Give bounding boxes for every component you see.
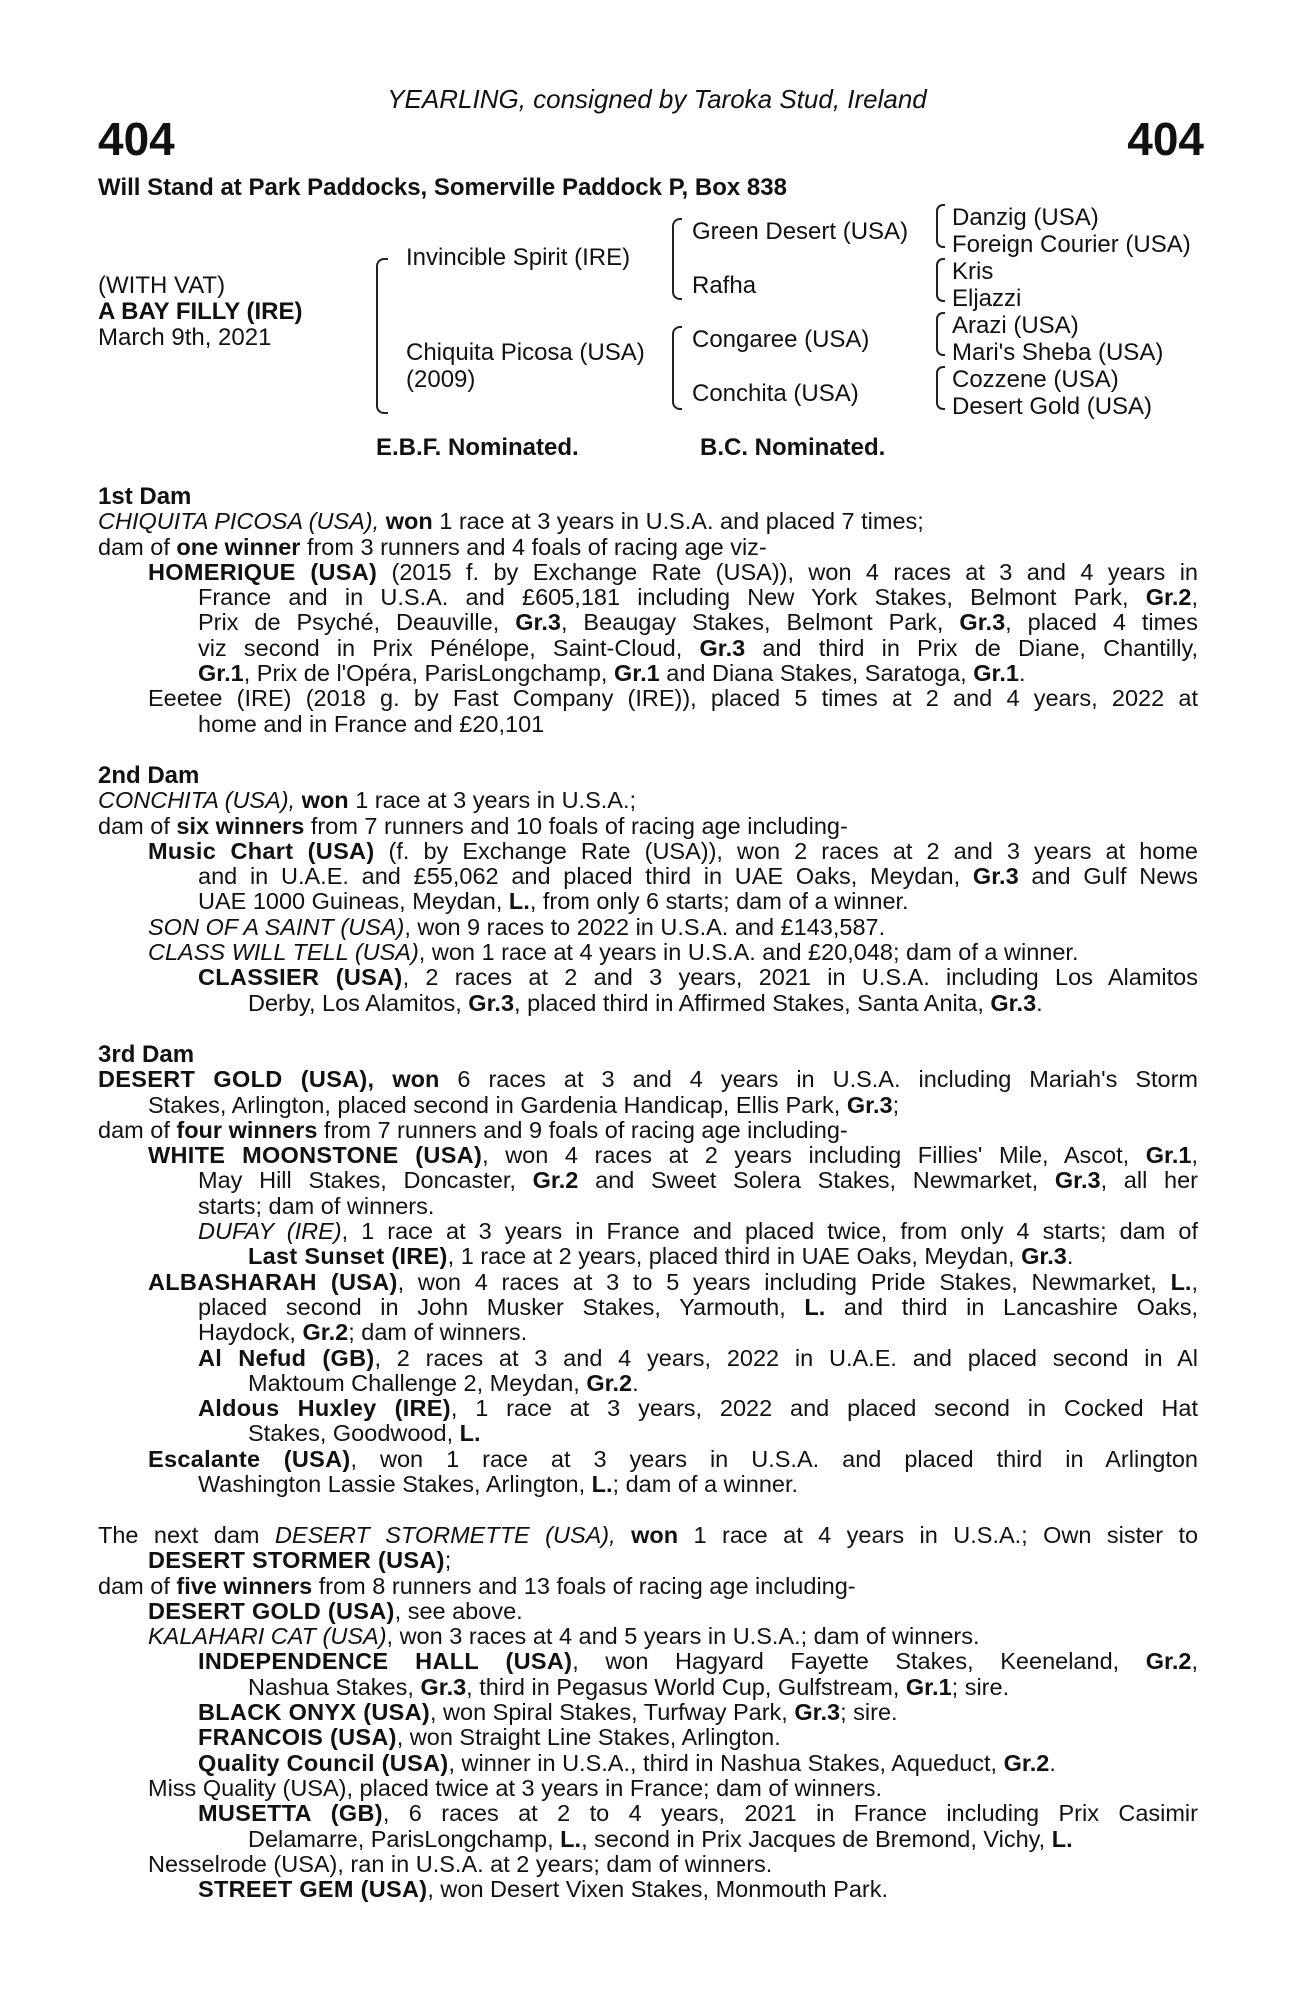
won-label: won	[301, 787, 349, 814]
progeny-name: INDEPENDENCE HALL (USA)	[198, 1648, 573, 1675]
won-label: won	[392, 1066, 440, 1093]
text: , 1 race at 3 years, 2022 and placed second in Cocked Hat	[450, 1395, 1198, 1422]
grade: Gr.2	[532, 1167, 579, 1194]
progeny-name: Quality Council (USA)	[198, 1749, 449, 1776]
text: Derby, Los Alamitos,	[248, 989, 462, 1016]
progeny-name: BLACK ONYX (USA)	[198, 1699, 430, 1726]
winner-count: one winner	[176, 533, 301, 560]
text: France and in U.S.A. and £605,181 including New York Stakes, Belmont Park,	[198, 584, 1129, 611]
progeny-name: FRANCOIS (USA)	[198, 1724, 397, 1751]
text: ; sire.	[840, 1699, 898, 1726]
text: , won Spiral Stakes, Turfway Park,	[429, 1699, 788, 1726]
pedigree-dam-sire: Congaree (USA)	[692, 326, 870, 353]
text: Eeetee (IRE) (2018 g. by Fast Company (IRE)), placed 5 times at 2 and 4 years, 2022 at	[148, 685, 1198, 712]
progeny-name: CLASSIER (USA)	[198, 964, 403, 991]
section-third-dam: 3rd Dam DESERT GOLD (USA), won 6 races at 3 and 4 years in U.S.A. including Mariah's Storm Stakes, Arlington, placed second in Gardenia Handicap, Ellis Park, Gr.3; dam of four winners from 7 runners and 9 foals of racing age including- WHITE MOONSTONE (USA), won 4 races at 2 years including Fillies' Mile, Ascot, Gr.1, May Hill Stakes, Doncaster, Gr.2 and Sweet Solera Stakes, Newmarket, Gr.3, all her starts; dam of winners. DUFAY (IRE), 1 race at 3 years in France and placed twice, from only 4 starts; dam of Last Sunset (IRE), 1 race at 2 years, placed third in UAE Oaks, Meydan, Gr.3. ALBASHARAH (USA), won 4 races at 3 to 5 years including Pride Stakes, Newmarket, L., placed second in John Musker Stakes, Yarmouth, L. and third in Lancashire Oaks, Haydock, Gr.2; dam of winners. Al Nefud (GB), 2 races at 3 and 4 years, 2022 in U.A.E. and placed second in Al Maktoum Challenge 2, Meydan, Gr.2. Aldous Huxley (IRE), 1 race at 3 years, 2022 and placed second in Cocked Hat Stakes, Goodwood, L. Escalante (USA), won 1 race at 3 years in U.S.A. and placed third in Arlington Washington Lassie Stakes, Arlington, L.; dam of a winner.	[98, 1041, 1199, 1498]
text: viz second in Prix Pénélope, Saint-Cloud,	[198, 634, 683, 661]
text: , from only 6 starts; dam of a winner.	[529, 888, 909, 915]
text: , second in Prix Jacques de Bremond, Vichy,	[581, 1825, 1046, 1852]
third-dam-name: DESERT GOLD (USA),	[98, 1066, 375, 1093]
pedigree-ddd: Desert Gold (USA)	[952, 393, 1153, 420]
text: Maktoum Challenge 2, Meydan,	[248, 1369, 580, 1396]
section-next-dam: The next dam DESERT STORMETTE (USA), won 1 race at 4 years in U.S.A.; Own sister to DESERT STORMER (USA); dam of five winners from 8 runners and 13 foals of racing age including- DESERT GOLD (USA), see above. KALAHARI CAT (USA), won 3 races at 4 and 5 years in U.S.A.; dam of winners. INDEPENDENCE HALL (USA), won Hagyard Fayette Stakes, Keeneland, Gr.2, Nashua Stakes, Gr.3, third in Pegasus World Cup, Gulfstream, Gr.1; sire. BLACK ONYX (USA), won Spiral Stakes, Turfway Park, Gr.3; sire. FRANCOIS (USA), won Straight Line Stakes, Arlington. Quality Council (USA), winner in U.S.A., third in Nashua Stakes, Aqueduct, Gr.2. Miss Quality (USA), placed twice at 3 years in France; dam of winners. MUSETTA (GB), 6 races at 2 to 4 years, 2021 in France including Prix Casimir Delamarre, ParisLongchamp, L., second in Prix Jacques de Bremond, Vichy, L. Nesselrode (USA), ran in U.S.A. at 2 years; dam of winners. STREET GEM (USA), won Desert Vixen Stakes, Monmouth Park.	[98, 1522, 1199, 1903]
section-second-dam: 2nd Dam CONCHITA (USA), won 1 race at 3 years in U.S.A.; dam of six winners from 7 runners and 10 foals of racing age including- Music Chart (USA) (f. by Exchange Rate (USA)), won 2 races at 2 and 3 years at home and in U.A.E. and £55,062 and placed third in UAE Oaks, Meydan, Gr.3 and Gulf News UAE 1000 Guineas, Meydan, L., from only 6 starts; dam of a winner. SON OF A SAINT (USA), won 9 races to 2022 in U.S.A. and £143,587. CLASS WILL TELL (USA), won 1 race at 4 years in U.S.A. and £20,048; dam of a winner. CLASSIER (USA), 2 races at 2 and 3 years, 2021 in U.S.A. including Los Alamitos Derby, Los Alamitos, Gr.3, placed third in Affirmed Stakes, Santa Anita, Gr.3.	[98, 762, 1198, 1016]
sibling-name: DESERT STORMER (USA)	[148, 1547, 445, 1574]
second-dam-heading: 2nd Dam	[98, 762, 200, 789]
grade: Gr.3	[1054, 1167, 1101, 1194]
grade: Gr.2	[586, 1369, 633, 1396]
text: and Gulf News	[1031, 863, 1198, 890]
grade: Gr.2	[302, 1319, 349, 1346]
consignment-subtitle: YEARLING, consigned by Taroka Stud, Ireland	[387, 84, 927, 114]
grade: Gr.2	[1145, 584, 1192, 611]
progeny-name: KALAHARI CAT (USA)	[148, 1623, 387, 1650]
pedigree-sire: Invincible Spirit (IRE)	[406, 244, 631, 271]
text: , 2 races at 3 and 4 years, 2022 in U.A.E. and placed second in Al	[374, 1344, 1198, 1371]
text: , Prix de l'Opéra, ParisLongchamp,	[243, 660, 608, 687]
grade: Gr.3	[846, 1091, 893, 1118]
text: dam of	[98, 1572, 170, 1599]
text: (f. by Exchange Rate (USA)), won 2 races at 2 and 3 years at home	[388, 837, 1198, 864]
grade: Gr.1	[613, 660, 660, 687]
text: ; dam of winners.	[348, 1319, 528, 1346]
third-dam-heading: 3rd Dam	[98, 1041, 195, 1068]
grade: Gr.3	[468, 989, 515, 1016]
text: from 8 runners and 13 foals of racing age including-	[318, 1572, 856, 1599]
pedigree-ssd: Foreign Courier (USA)	[952, 231, 1191, 258]
horse-name: A BAY FILLY (IRE)	[98, 298, 303, 325]
text: , won 4 races at 3 to 5 years including Pride Stakes, Newmarket,	[397, 1268, 1157, 1295]
progeny-name: DUFAY (IRE)	[198, 1218, 342, 1245]
progeny-name: ALBASHARAH (USA)	[148, 1268, 398, 1295]
text: The next dam	[98, 1522, 260, 1548]
text: 1 race at 3 years in U.S.A. and placed 7 times;	[439, 508, 924, 535]
won-label: won	[385, 508, 433, 535]
text: and Sweet Solera Stakes, Newmarket,	[595, 1167, 1039, 1194]
progeny-name: Last Sunset (IRE)	[248, 1243, 448, 1270]
lot-number-right: 404	[1127, 113, 1204, 165]
lot-number-left: 404	[98, 113, 175, 165]
grade: Gr.3	[420, 1673, 467, 1700]
text: Prix de Psyché, Deauville,	[198, 609, 500, 636]
pedigree-brace-sd	[936, 258, 945, 302]
pedigree-brace-ss	[936, 204, 945, 248]
progeny-name: Music Chart (USA)	[148, 837, 375, 864]
grade: L.	[1051, 1825, 1073, 1852]
winner-count: six winners	[176, 812, 305, 839]
grade: L.	[508, 888, 530, 915]
text: , won 9 races to 2022 in U.S.A. and £143,587.	[404, 913, 886, 940]
pedigree-brace-dam	[672, 326, 682, 410]
bc-nominated: B.C. Nominated.	[700, 434, 886, 461]
grade: Gr.3	[794, 1699, 841, 1726]
text: dam of	[98, 1116, 170, 1143]
text: , won 4 races at 2 years including Fillies' Mile, Ascot,	[482, 1142, 1130, 1169]
pedigree-brace-sire	[672, 218, 682, 300]
pedigree-dam-year: (2009)	[406, 366, 476, 393]
text: , Beaugay Stakes, Belmont Park,	[560, 609, 944, 636]
text: , 2 races at 2 and 3 years, 2021 in U.S.A. including Los Alamitos	[402, 964, 1198, 991]
progeny-name: Al Nefud (GB)	[198, 1344, 375, 1371]
text: , 6 races at 2 to 4 years, 2021 in France including Prix Casimir	[382, 1800, 1198, 1827]
text: , 1 race at 2 years, placed third in UAE Oaks, Meydan,	[447, 1243, 1015, 1270]
text: Nesselrode (USA), ran in U.S.A. at 2 years; dam of winners.	[148, 1850, 773, 1877]
grade: L.	[1170, 1268, 1192, 1295]
text: (2015 f. by Exchange Rate (USA)), won 4 races at 3 and 4 years in	[391, 558, 1198, 585]
text: , see above.	[394, 1597, 523, 1624]
text: 1 race at 4 years in U.S.A.; Own sister to	[693, 1522, 1199, 1548]
text: , 1 race at 3 years in France and placed twice, from only 4 starts; dam of	[341, 1218, 1198, 1245]
text: Nashua Stakes,	[248, 1673, 414, 1700]
grade: Gr.3	[972, 863, 1019, 890]
pedigree-brace-ds	[936, 312, 945, 356]
text: placed second in John Musker Stakes, Yarmouth,	[198, 1293, 786, 1320]
text: Washington Lassie Stakes, Arlington,	[198, 1471, 586, 1498]
grade: Gr.3	[959, 609, 1006, 636]
progeny-name: CLASS WILL TELL (USA)	[148, 939, 419, 966]
progeny-name: Escalante (USA)	[148, 1445, 351, 1472]
pedigree-dam: Chiquita Picosa (USA)	[406, 339, 645, 366]
pedigree-sdd: Eljazzi	[952, 285, 1022, 312]
next-dam-name: DESERT STORMETTE (USA),	[274, 1522, 616, 1548]
pedigree-dds: Cozzene (USA)	[952, 366, 1119, 393]
pedigree-sire-sire: Green Desert (USA)	[692, 218, 909, 245]
pedigree-sire-dam: Rafha	[692, 272, 757, 299]
progeny-name: Aldous Huxley (IRE)	[198, 1395, 451, 1422]
grade: Gr.2	[1145, 1648, 1192, 1675]
text: , all her	[1100, 1167, 1198, 1194]
text: home and in France and £20,101	[198, 710, 545, 737]
progeny-name: WHITE MOONSTONE (USA)	[148, 1142, 483, 1169]
text: May Hill Stakes, Doncaster,	[198, 1167, 516, 1194]
text: from 7 runners and 10 foals of racing age including-	[310, 812, 848, 839]
horse-dob: March 9th, 2021	[98, 324, 272, 351]
text: starts; dam of winners.	[198, 1192, 435, 1219]
pedigree-dss: Arazi (USA)	[952, 312, 1079, 339]
grade: Gr.3	[990, 989, 1037, 1016]
text: Stakes, Arlington, placed second in Gardenia Handicap, Ellis Park,	[148, 1091, 841, 1118]
text: , winner in U.S.A., third in Nashua Stakes, Aqueduct,	[448, 1749, 998, 1776]
text: Delamarre, ParisLongchamp,	[248, 1825, 554, 1852]
grade: Gr.1	[1145, 1142, 1192, 1169]
text: and third in Lancashire Oaks,	[843, 1293, 1198, 1320]
vat-label: (WITH VAT)	[98, 272, 226, 299]
text: dam of	[98, 812, 170, 839]
grade: Gr.1	[905, 1673, 952, 1700]
text: and Diana Stakes, Saratoga,	[666, 660, 967, 687]
pedigree-sds: Kris	[952, 258, 994, 285]
text: 1 race at 3 years in U.S.A.;	[355, 787, 637, 814]
progeny-name: STREET GEM (USA)	[198, 1876, 428, 1903]
second-dam-name: CONCHITA (USA),	[98, 787, 296, 814]
first-dam-heading: 1st Dam	[98, 483, 192, 510]
text: , won Hagyard Fayette Stakes, Keeneland,	[572, 1648, 1120, 1675]
text: , won Straight Line Stakes, Arlington.	[396, 1724, 781, 1751]
progeny-name: SON OF A SAINT (USA)	[148, 913, 405, 940]
text: Miss Quality (USA), placed twice at 3 years in France; dam of winners.	[148, 1774, 882, 1801]
pedigree-dam-dam: Conchita (USA)	[692, 380, 859, 407]
grade: L.	[804, 1293, 826, 1320]
text: , third in Pegasus World Cup, Gulfstream,	[466, 1673, 900, 1700]
text: , won 3 races at 4 and 5 years in U.S.A.; dam of winners.	[386, 1623, 980, 1650]
grade: L.	[560, 1825, 582, 1852]
stand-location: Will Stand at Park Paddocks, Somerville Paddock P, Box 838	[98, 174, 787, 201]
text: , placed third in Affirmed Stakes, Santa Anita,	[514, 989, 984, 1016]
pedigree-sss: Danzig (USA)	[952, 204, 1099, 231]
winner-count: four winners	[176, 1116, 318, 1143]
text: , placed 4 times	[1005, 609, 1198, 636]
text: and third in Prix de Diane, Chantilly,	[762, 634, 1199, 661]
grade: Gr.3	[1021, 1243, 1067, 1270]
section-first-dam: 1st Dam CHIQUITA PICOSA (USA), won 1 race at 3 years in U.S.A. and placed 7 times; dam of one winner from 3 runners and 4 foals of racing age viz- HOMERIQUE (USA) (2015 f. by Exchange Rate (USA)), won 4 races at 3 and 4 years in France and in U.S.A. and £605,181 including New York Stakes, Belmont Park, Gr.2, Prix de Psyché, Deauville, Gr.3, Beaugay Stakes, Belmont Park, Gr.3, placed 4 times viz second in Prix Pénélope, Saint-Cloud, Gr.3 and third in Prix de Diane, Chantilly, Gr.1, Prix de l'Opéra, ParisLongchamp, Gr.1 and Diana Stakes, Saratoga, Gr.1. Eeetee (IRE) (2018 g. by Fast Company (IRE)), placed 5 times at 2 and 4 years, 2022 at home and in France and £20,101	[98, 483, 1199, 737]
won-label: won	[631, 1522, 679, 1548]
text: ; dam of a winner.	[612, 1471, 799, 1498]
grade: L.	[459, 1420, 481, 1447]
pedigree-brace-dd	[936, 366, 945, 410]
text: , won 1 race at 4 years in U.S.A. and £20,048; dam of a winner.	[418, 939, 1079, 966]
progeny-name: DESERT GOLD (USA)	[148, 1597, 395, 1624]
text: from 7 runners and 9 foals of racing age including-	[323, 1116, 848, 1143]
text: UAE 1000 Guineas, Meydan,	[198, 888, 503, 915]
text: , won 1 race at 3 years in U.S.A. and placed third in Arlington	[350, 1445, 1198, 1472]
winner-count: five winners	[176, 1572, 313, 1599]
first-dam-name: CHIQUITA PICOSA (USA),	[98, 508, 380, 535]
text: and in U.A.E. and £55,062 and placed third in UAE Oaks, Meydan,	[198, 863, 961, 890]
grade: Gr.1	[973, 660, 1019, 687]
progeny-name: MUSETTA (GB)	[198, 1800, 383, 1827]
text: , won Desert Vixen Stakes, Monmouth Park.	[427, 1876, 888, 1903]
grade: Gr.2	[1003, 1749, 1050, 1776]
text: from 3 runners and 4 foals of racing age viz-	[306, 533, 767, 560]
grade: Gr.1	[198, 660, 244, 687]
pedigree-brace-main	[376, 258, 388, 414]
text: Stakes, Goodwood,	[248, 1420, 454, 1447]
progeny-name: HOMERIQUE (USA)	[148, 558, 378, 585]
text: 6 races at 3 and 4 years in U.S.A. including Mariah's Storm	[457, 1066, 1199, 1093]
pedigree-dsd: Mari's Sheba (USA)	[952, 339, 1164, 366]
text: Haydock,	[198, 1319, 296, 1346]
grade: Gr.3	[515, 609, 561, 636]
text: dam of	[98, 533, 170, 560]
ebf-nominated: E.B.F. Nominated.	[376, 434, 579, 461]
text: ; sire.	[951, 1673, 1010, 1700]
grade: L.	[591, 1471, 613, 1498]
grade: Gr.3	[699, 634, 746, 661]
